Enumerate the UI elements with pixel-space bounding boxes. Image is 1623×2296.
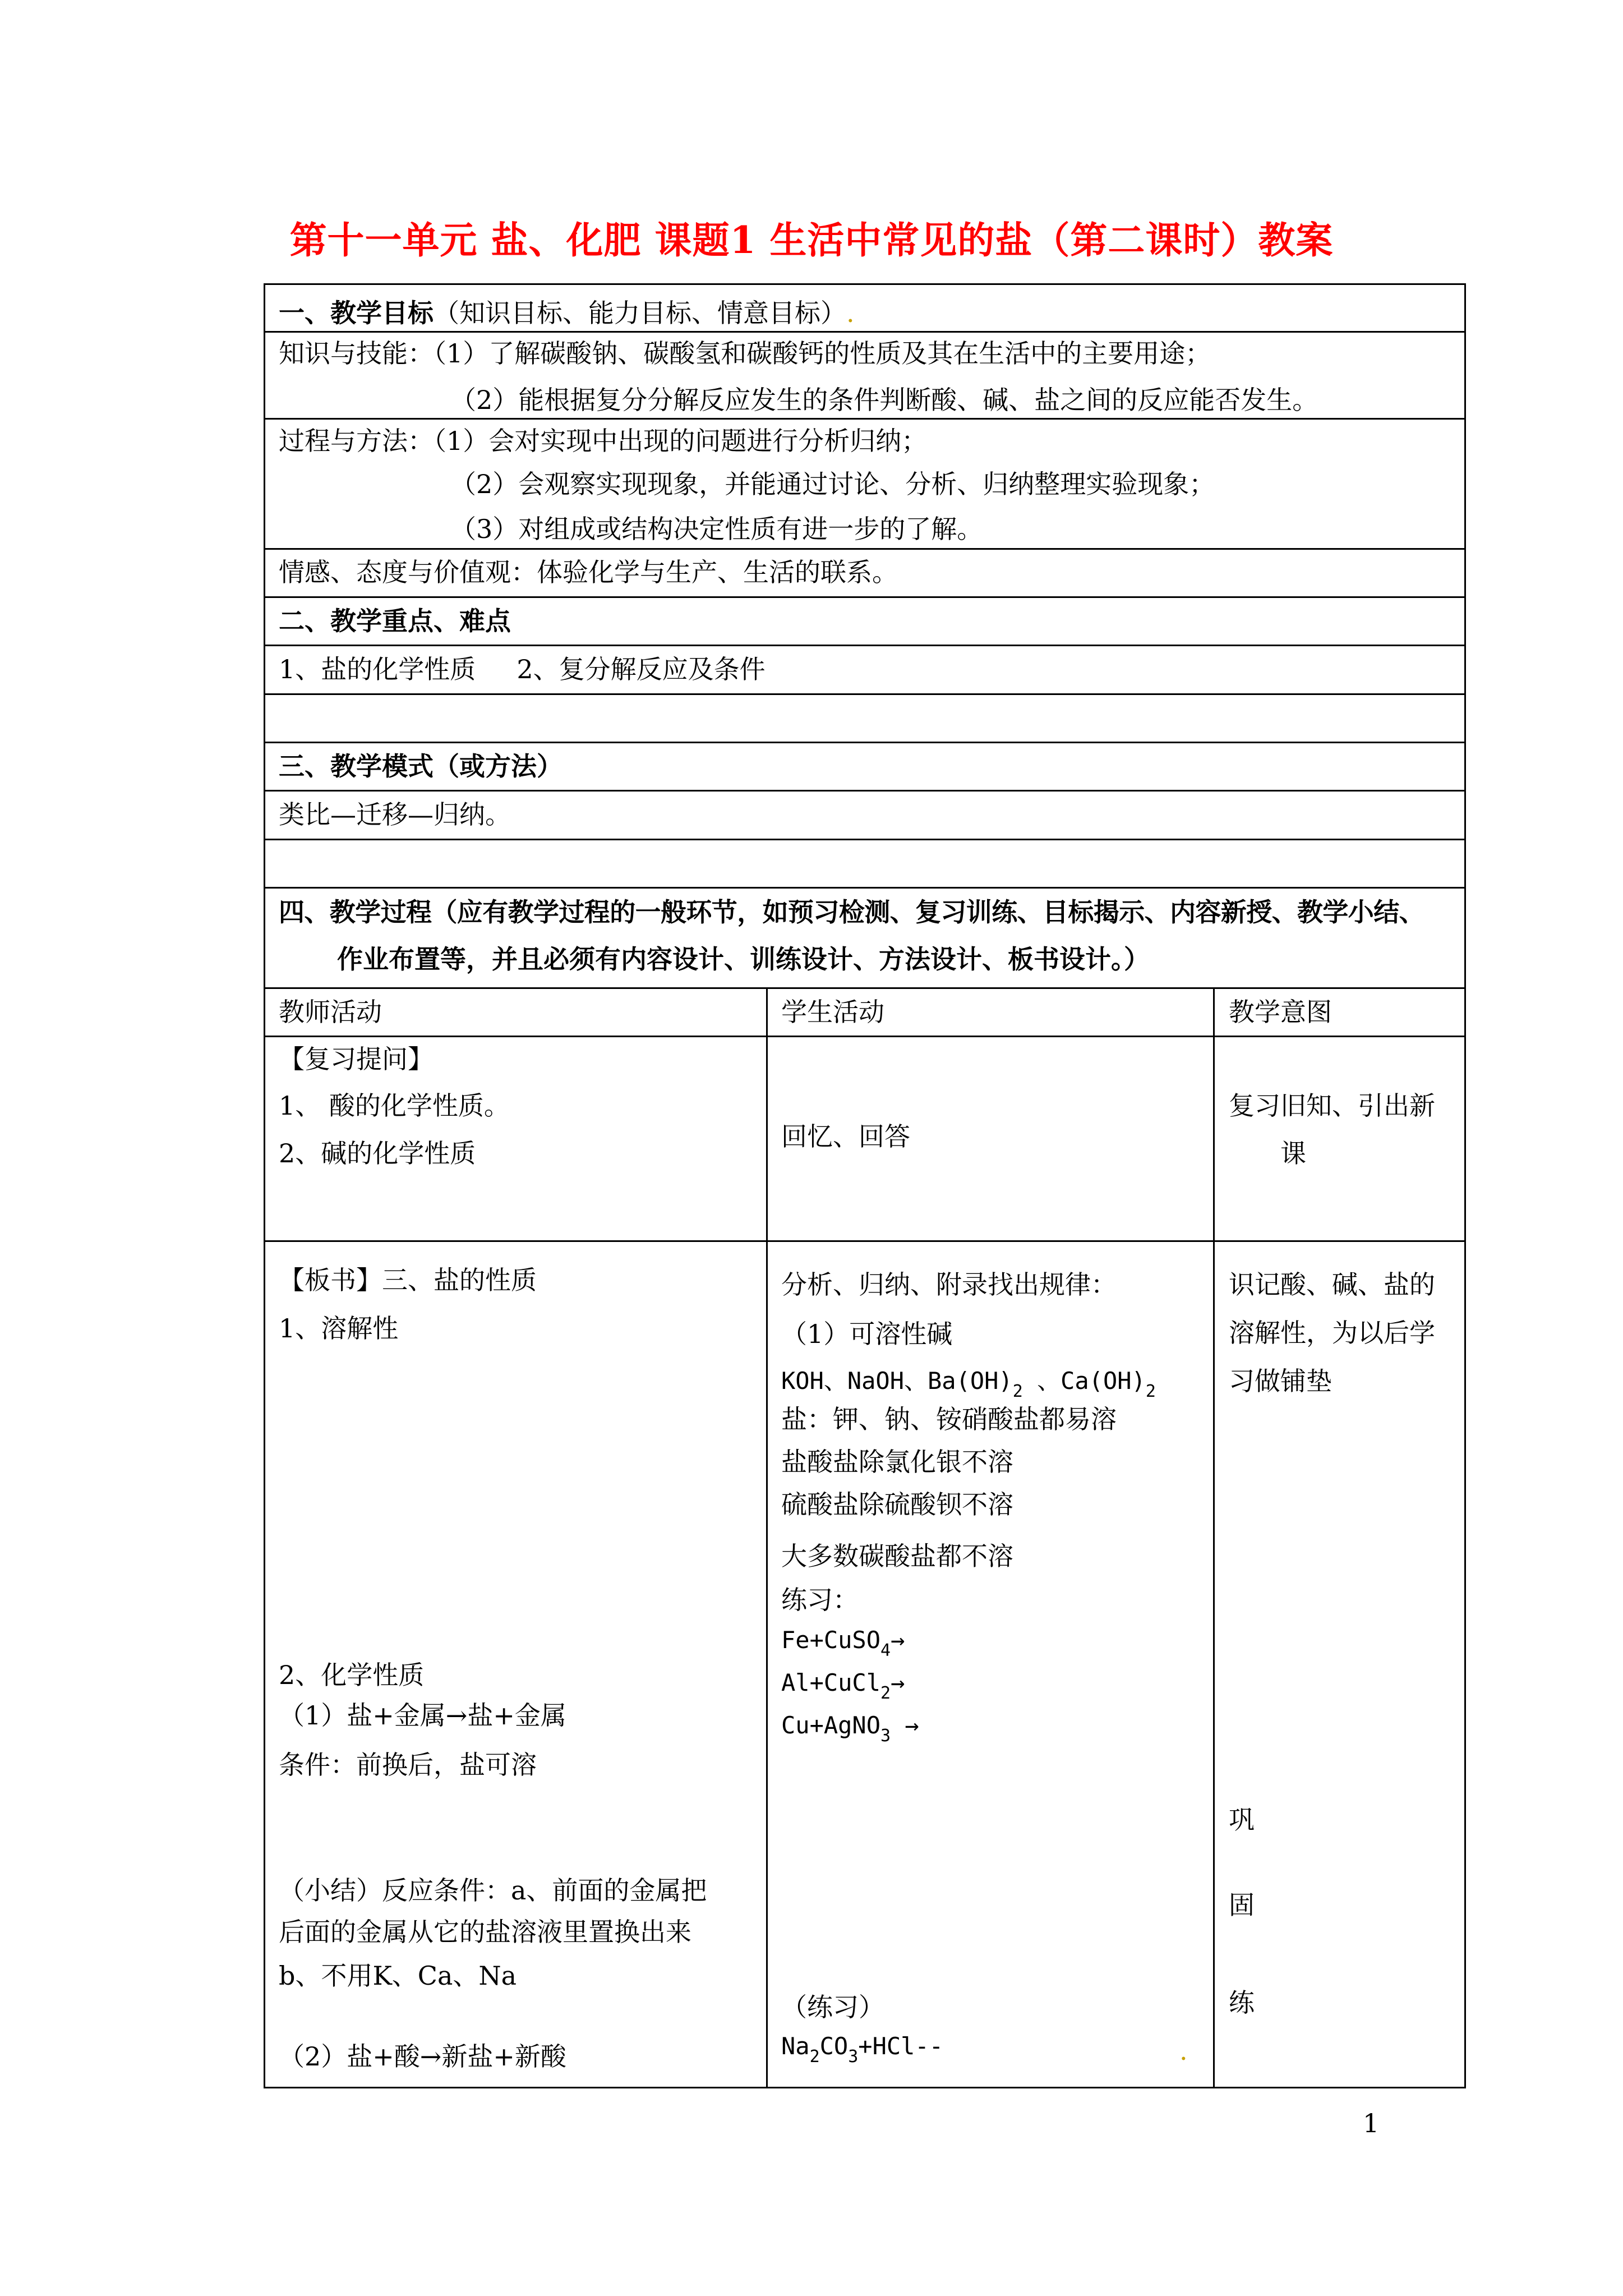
knowledge-skill-2: （2）能根据复分分解反应发生的条件判断酸、碱、盐之间的反应能否发生。 — [450, 385, 1318, 415]
solubility-rule-nitrates: 盐：钾、钠、铵硝酸盐都易溶 — [781, 1404, 1117, 1434]
key-points-content: 1、盐的化学性质 2、复分解反应及条件 — [279, 654, 766, 684]
intent-solubility-line2: 溶解性，为以后学 — [1229, 1318, 1435, 1348]
page-number: 1 — [1363, 2108, 1380, 2138]
equation-cu-agno3: Cu+AgNO$_3$ → — [781, 1711, 919, 1746]
process-method-2: （2）会观察实现现象，并能通过讨论、分析、归纳整理实验现象； — [450, 469, 1215, 499]
intent-consolidate-3: 练 — [1229, 1987, 1255, 2018]
equation-fe-cuso4: Fe+CuSO$_4$→ — [781, 1626, 905, 1660]
mode-heading: 三、教学模式（或方法） — [279, 751, 562, 781]
column-header-student: 学生活动 — [781, 997, 884, 1027]
page-title: 第十一单元 盐、化肥 课题1 生活中常见的盐（第二课时）教案 — [289, 218, 1334, 262]
stray-dot: . — [1179, 2036, 1188, 2066]
student-recall-answer: 回忆、回答 — [781, 1121, 910, 1152]
solubility-rule-carbonates: 大多数碳酸盐都不溶 — [781, 1541, 1013, 1571]
condition-salt-metal: 条件：前换后，盐可溶 — [279, 1750, 537, 1780]
key-points-heading: 二、教学重点、难点 — [279, 606, 511, 636]
summary-line1: （小结）反应条件：a、前面的金属把 — [279, 1875, 707, 1906]
intent-consolidate-2: 固 — [1229, 1890, 1255, 1920]
rule-salt-acid: （2）盐+酸→新盐+新酸 — [279, 2041, 566, 2072]
exercise-label: 练习： — [781, 1585, 859, 1615]
board-salt-properties: 【板书】三、盐的性质 — [279, 1265, 537, 1295]
knowledge-skill-1: 知识与技能：（1）了解碳酸钠、碳酸氢和碳酸钙的性质及其在生活中的主要用途； — [279, 338, 1211, 369]
lesson-plan-table — [264, 283, 1466, 2088]
solubility-rule-sulfates: 硫酸盐除硫酸钡不溶 — [781, 1489, 1013, 1520]
equation-na2co3-hcl: $Na_2CO_3+HCl--$ — [781, 2032, 943, 2067]
rule-salt-metal: （1）盐+金属→盐+金属 — [279, 1700, 566, 1731]
student-analysis-intro: 分析、归纳、附录找出规律： — [781, 1269, 1117, 1300]
review-acid-properties: 1、 酸的化学性质。 — [279, 1091, 510, 1121]
intent-consolidate-1: 巩 — [1229, 1805, 1255, 1835]
solubility-label: 1、溶解性 — [279, 1313, 399, 1343]
process-method-3: （3）对组成或结构决定性质有进一步的了解。 — [450, 514, 983, 544]
process-method-1: 过程与方法：（1）会对实现中出现的问题进行分析归纳； — [279, 426, 928, 456]
soluble-bases-list: KOH、NaOH、$Ba(OH)_2$ 、$Ca(OH)_2$ — [781, 1367, 1156, 1401]
intent-solubility-line3: 习做铺垫 — [1229, 1366, 1332, 1396]
exercise2-label: （练习） — [781, 1992, 884, 2022]
equation-al-cucl2: Al+CuCl$_2$→ — [781, 1669, 905, 1703]
review-question-label: 【复习提问】 — [279, 1044, 434, 1074]
objectives-heading: 一、教学目标（知识目标、能力目标、情意目标）. — [279, 298, 855, 328]
summary-line2: 后面的金属从它的盐溶液里置换出来 — [279, 1917, 691, 1947]
chemical-properties-label: 2、化学性质 — [279, 1660, 425, 1690]
soluble-base-label: （1）可溶性碱 — [781, 1319, 953, 1349]
solubility-rule-chlorides: 盐酸盐除氯化银不溶 — [781, 1447, 1013, 1477]
process-heading-line1: 四、教学过程（应有教学过程的一般环节，如预习检测、复习训练、目标揭示、内容新授、教学小结、 — [279, 897, 1425, 927]
review-base-properties: 2、碱的化学性质 — [279, 1138, 476, 1168]
column-header-teacher: 教师活动 — [279, 997, 382, 1027]
intent-review-line1: 复习旧知、引出新 — [1229, 1091, 1435, 1121]
emotion-values: 情感、态度与价值观：体验化学与生产、生活的联系。 — [279, 557, 898, 587]
intent-solubility-line1: 识记酸、碱、盐的 — [1229, 1269, 1435, 1300]
mode-content: 类比—迁移—归纳。 — [279, 799, 511, 830]
column-header-intent: 教学意图 — [1229, 997, 1332, 1027]
process-heading-line2: 作业布置等，并且必须有内容设计、训练设计、方法设计、板书设计。） — [337, 944, 1150, 974]
intent-review-line2: 课 — [1280, 1138, 1306, 1168]
summary-line3: b、不用K、Ca、Na — [279, 1961, 517, 1991]
